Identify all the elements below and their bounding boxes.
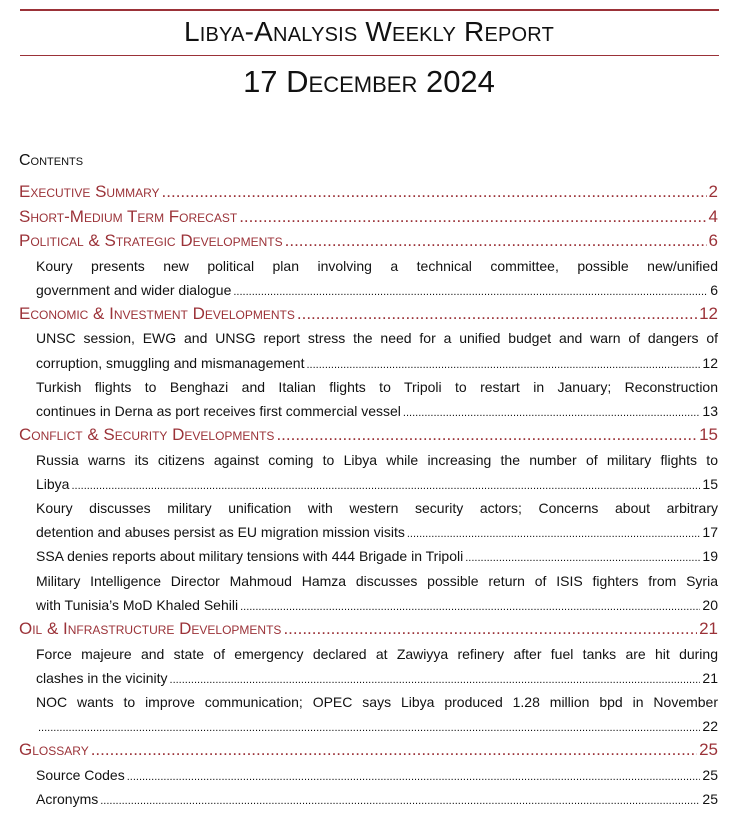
toc-subentry-line1: Russia warns its citizens against coming to Libya while increasing the number of military flights to bbox=[36, 451, 718, 468]
dot-leader bbox=[407, 522, 701, 546]
toc-conflict[interactable] bbox=[19, 423, 718, 448]
dot-leader bbox=[283, 617, 697, 642]
toc-page-number: 15 bbox=[702, 475, 718, 492]
dot-leader bbox=[91, 738, 697, 763]
toc-subentry-line1: Koury presents new political plan involving a technical committee, possible new/unified bbox=[36, 257, 718, 274]
toc-page-number: 13 bbox=[702, 402, 718, 419]
toc-subentry[interactable] bbox=[19, 569, 718, 617]
toc-heading-label: Economic & Investment Developments bbox=[19, 303, 295, 323]
toc-subentry[interactable] bbox=[19, 448, 718, 496]
dot-leader bbox=[170, 668, 701, 692]
toc-subentry-line2: government and wider dialogue bbox=[36, 281, 232, 298]
toc-glossary[interactable] bbox=[19, 738, 718, 763]
toc-heading-label: Executive Summary bbox=[19, 182, 160, 201]
toc-page-number: 15 bbox=[699, 425, 718, 445]
toc-page-number: 17 bbox=[702, 524, 718, 541]
dot-leader bbox=[403, 401, 701, 425]
table-of-contents bbox=[19, 180, 718, 811]
toc-heading-label: Short-Medium Term Forecast bbox=[19, 206, 238, 226]
toc-page-number: 2 bbox=[708, 182, 718, 201]
dot-leader bbox=[38, 716, 700, 740]
toc-subentry-line2: detention and abuses persist as EU migration mission visits bbox=[36, 524, 405, 541]
toc-subentry-label: Source Codes bbox=[36, 766, 125, 783]
toc-page-number: 6 bbox=[710, 281, 718, 298]
toc-subentry[interactable] bbox=[19, 642, 718, 690]
toc-subentry-label: Acronyms bbox=[36, 791, 99, 807]
toc-subentry-line1: Military Intelligence Director Mahmoud Hamza discusses possible return of ISIS fighters from Syria bbox=[36, 572, 718, 589]
toc-page-number: 12 bbox=[702, 354, 718, 371]
toc-executive-summary[interactable] bbox=[19, 180, 718, 205]
toc-page-number: 21 bbox=[699, 619, 718, 639]
dot-leader bbox=[276, 423, 697, 448]
toc-heading-label: Conflict & Security Developments bbox=[19, 425, 275, 445]
toc-subentry[interactable] bbox=[19, 787, 718, 811]
toc-page-number: 22 bbox=[702, 718, 718, 735]
toc-subentry[interactable] bbox=[19, 544, 718, 568]
toc-subentry[interactable] bbox=[19, 690, 718, 738]
toc-page-number: 19 bbox=[702, 548, 718, 565]
toc-subentry-line1: NOC wants to improve communication; OPEC says Libya produced 1.28 million bpd in November bbox=[36, 693, 718, 710]
toc-heading-label: Oil & Infrastructure Developments bbox=[19, 619, 282, 639]
toc-subentry-line2: clashes in the vicinity bbox=[36, 669, 168, 686]
title-rule bbox=[20, 55, 719, 56]
toc-oil[interactable] bbox=[19, 617, 718, 642]
toc-economic[interactable] bbox=[19, 302, 718, 327]
toc-subentry-line2: continues in Derna as port receives first commercial vessel bbox=[36, 402, 401, 419]
toc-subentry-line1: Force majeure and state of emergency declared at Zawiyya refinery after fuel tanks are hit during bbox=[36, 645, 718, 662]
dot-leader bbox=[233, 280, 708, 304]
toc-subentry[interactable] bbox=[19, 326, 718, 374]
toc-heading-label: Political & Strategic Developments bbox=[19, 231, 283, 250]
dot-leader bbox=[127, 765, 701, 789]
toc-subentry-line2: corruption, smuggling and mismanagement bbox=[36, 354, 305, 371]
toc-subentry-line1: UNSC session, EWG and UNSG report stress the need for a unified budget and warn of dangers of bbox=[36, 330, 718, 347]
dot-leader bbox=[239, 205, 706, 230]
toc-subentry[interactable] bbox=[19, 496, 718, 544]
dot-leader bbox=[465, 546, 700, 570]
toc-subentry-line2: Libya bbox=[36, 475, 70, 492]
dot-leader bbox=[285, 229, 707, 254]
dot-leader bbox=[240, 595, 700, 619]
toc-subentry[interactable] bbox=[19, 254, 718, 302]
contents-heading: Contents bbox=[19, 152, 84, 169]
dot-leader bbox=[306, 353, 700, 377]
toc-subentry-label: SSA denies reports about military tensions with 444 Brigade in Tripoli bbox=[36, 548, 464, 565]
toc-forecast[interactable] bbox=[19, 205, 718, 230]
toc-page-number: 25 bbox=[699, 740, 718, 760]
dot-leader bbox=[297, 302, 697, 327]
dot-leader bbox=[162, 180, 707, 205]
dot-leader bbox=[71, 474, 700, 498]
toc-page-number: 25 bbox=[702, 766, 718, 783]
toc-subentry-line2: with Tunisia’s MoD Khaled Sehili bbox=[36, 596, 239, 613]
toc-page-number: 25 bbox=[702, 791, 718, 807]
toc-heading-label: Glossary bbox=[19, 740, 89, 760]
toc-political[interactable] bbox=[19, 229, 718, 254]
dot-leader bbox=[100, 789, 700, 813]
toc-subentry-line1: Koury discusses military unification with western security actors; Concerns about arbitrary bbox=[36, 500, 718, 517]
toc-subentry[interactable] bbox=[19, 375, 718, 423]
top-rule bbox=[20, 9, 719, 11]
toc-page-number: 20 bbox=[702, 596, 718, 613]
report-date: 17 December 2024 bbox=[243, 64, 495, 99]
toc-subentry[interactable] bbox=[19, 763, 718, 787]
report-title: Libya-Analysis Weekly Report bbox=[183, 16, 554, 47]
toc-page-number: 6 bbox=[708, 231, 718, 250]
toc-page-number: 21 bbox=[702, 669, 718, 686]
toc-page-number: 12 bbox=[699, 303, 718, 323]
toc-page-number: 4 bbox=[708, 206, 718, 226]
toc-subentry-line1: Turkish flights to Benghazi and Italian flights to Tripoli to restart in January; Reconstruction bbox=[36, 378, 718, 395]
